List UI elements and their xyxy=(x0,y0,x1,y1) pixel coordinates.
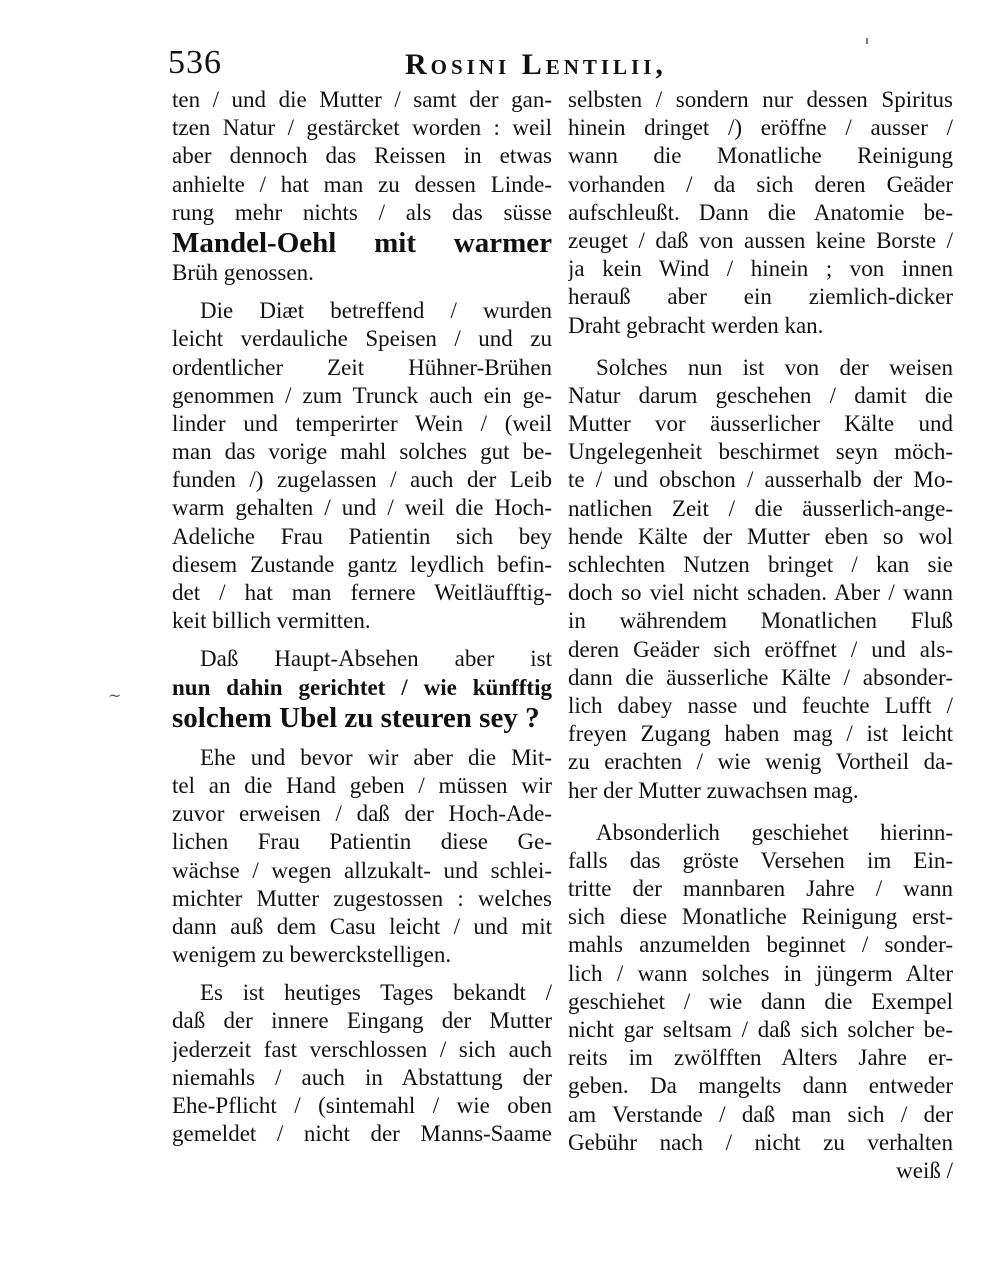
text-line: ordentlicher Zeit Hühner-Brühen xyxy=(172,354,552,380)
text-line: dann die äusserliche Kälte / absonder- xyxy=(568,664,953,690)
text-line: nicht gar seltsam / daß sich solcher be- xyxy=(568,1017,953,1042)
ink-speck xyxy=(866,38,868,44)
text-line: Die Diæt betreffend / wurden xyxy=(200,298,552,324)
text-line: in währendem Monatlichen Fluß xyxy=(568,608,953,634)
text-line: sich diese Monatliche Reinigung erst- xyxy=(568,904,953,930)
text-line: Daß Haupt-Absehen aber ist xyxy=(200,646,552,672)
text-line: daß der innere Eingang der Mutter xyxy=(172,1008,552,1034)
text-line: Solches nun ist von der weisen xyxy=(596,354,953,380)
text-line: Mutter vor äusserlicher Kälte und xyxy=(568,411,953,437)
running-title: Rosini Lentilii, xyxy=(405,48,667,81)
text-line: michter Mutter zugestossen : welches xyxy=(172,885,552,911)
text-line: wann die Monatliche Reinigung xyxy=(568,143,953,169)
text-line: geschiehet / wie dann die Exempel xyxy=(568,988,953,1014)
text-line: tzen Natur / gestärcket worden : weil xyxy=(172,115,552,141)
text-line: Es ist heutiges Tages bekandt / xyxy=(200,980,552,1006)
text-line: wenigem zu bewerckstelligen. xyxy=(172,942,452,968)
paragraph-gap xyxy=(172,969,552,979)
paragraph-gap xyxy=(568,340,953,354)
text-line: gemeldet / nicht der Manns-Saame xyxy=(172,1121,552,1147)
text-line: funden /) zugelassen / auch der Leib xyxy=(172,467,552,493)
text-line: lichen Frau Patientin diese Ge- xyxy=(172,829,552,855)
text-line: am Verstande / daß man sich / der xyxy=(568,1101,953,1127)
text-line: tritte der mannbaren Jahre / wann xyxy=(568,876,953,902)
paragraph-gap xyxy=(172,734,552,744)
text-line: te / und obschon / ausserhalb der Mo- xyxy=(568,467,953,493)
text-line: diesem Zustande gantz leydlich befin- xyxy=(172,551,552,577)
text-line: Draht gebracht werden kan. xyxy=(568,312,824,338)
text-line: anhielte / hat man zu dessen Linde- xyxy=(172,171,552,197)
text-line: herauß aber ein ziemlich-dicker xyxy=(568,284,953,310)
text-line: lich dabey nasse und feuchte Lufft / xyxy=(568,692,953,718)
text-line: geben. Da mangelts dann entweder xyxy=(568,1073,953,1099)
text-line: zuvor erweisen / daß der Hoch-Ade- xyxy=(172,801,552,827)
text-line: freyen Zugang haben mag / ist leicht xyxy=(568,721,953,747)
text-line: nun dahin gerichtet / wie künfftig xyxy=(172,674,552,700)
text-line: Absonderlich geschiehet hierinn- xyxy=(596,819,953,845)
text-line: aber dennoch das Reissen in etwas xyxy=(172,143,552,169)
page-number: 536 xyxy=(168,44,222,81)
text-line: hinein dringet /) eröffne / ausser / xyxy=(568,115,953,141)
text-line: zeuget / daß von aussen keine Borste / xyxy=(568,227,953,253)
text-line: zu erachten / wie wenig Vortheil da- xyxy=(568,749,953,775)
text-line: wächse / wegen allzukalt- und schlei- xyxy=(172,857,552,883)
text-line: Ungelegenheit beschirmet seyn möch- xyxy=(568,439,953,465)
text-line: dann auß dem Casu leicht / und mit xyxy=(172,913,552,939)
text-line: her der Mutter zuwachsen mag. xyxy=(568,777,859,803)
margin-mark: ~ xyxy=(108,686,122,705)
text-line: jederzeit fast verschlossen / sich auch xyxy=(172,1036,552,1062)
text-line: mahls anzumelden beginnet / sonder- xyxy=(568,932,953,958)
text-line: genommen / zum Trunck auch ein ge- xyxy=(172,382,552,408)
text-line: keit billich vermitten. xyxy=(172,608,371,634)
text-line: natlichen Zeit / die äusserlich-ange- xyxy=(568,495,953,521)
text-line: Natur darum geschehen / damit die xyxy=(568,382,953,408)
text-line: doch so viel nicht schaden. Aber / wann xyxy=(568,580,953,606)
paragraph-gap xyxy=(172,287,552,297)
text-line: det / hat man fernere Weitläufftig- xyxy=(172,580,552,605)
text-line: niemahls / auch in Abstattung der xyxy=(172,1064,552,1090)
text-line: aufschleußt. Dann die Anatomie be- xyxy=(568,199,953,225)
text-line: vorhanden / da sich deren Geäder xyxy=(568,171,953,197)
text-line: Ehe-Pflicht / (sintemahl / wie oben xyxy=(172,1093,552,1118)
emphasis-line: solchem Ubel zu steuren sey ? xyxy=(172,701,540,734)
right-column xyxy=(568,86,953,1185)
text-line: ten / und die Mutter / samt der gan- xyxy=(172,87,552,112)
paragraph-gap xyxy=(568,805,953,819)
emphasis-line: Mandel-Oehl mit warmer xyxy=(172,226,552,259)
text-line: Adeliche Frau Patientin sich bey xyxy=(172,523,552,549)
paragraph-gap xyxy=(172,635,552,645)
text-line: leicht verdauliche Speisen / und zu xyxy=(172,326,552,352)
text-line: deren Geäder sich eröffnet / und als- xyxy=(568,636,953,662)
text-line: hende Kälte der Mutter eben so wol xyxy=(568,523,953,549)
text-line: linder und temperirter Wein / (weil xyxy=(172,410,552,436)
text-line: reits im zwölfften Alters Jahre er- xyxy=(568,1045,953,1071)
text-line: ja kein Wind / hinein ; von innen xyxy=(568,256,953,282)
text-line: selbsten / sondern nur dessen Spiritus xyxy=(568,87,953,112)
text-line: tel an die Hand geben / müssen wir xyxy=(172,772,552,798)
text-line: man das vorige mahl solches gut be- xyxy=(172,439,552,465)
text-line: Gebühr nach / nicht zu verhalten xyxy=(568,1129,953,1155)
left-column xyxy=(172,86,552,1148)
catchword: weiß / xyxy=(896,1157,953,1183)
text-line: lich / wann solches in jüngerm Alter xyxy=(568,960,953,986)
text-line: Brüh genossen. xyxy=(172,259,314,285)
text-line: falls das gröste Versehen im Ein- xyxy=(568,847,953,873)
text-line: warm gehalten / und / weil die Hoch- xyxy=(172,495,552,521)
text-line: Ehe und bevor wir aber die Mit- xyxy=(200,744,552,770)
text-line: rung mehr nichts / als das süsse xyxy=(172,199,552,225)
text-line: schlechten Nutzen bringet / kan sie xyxy=(568,552,953,577)
